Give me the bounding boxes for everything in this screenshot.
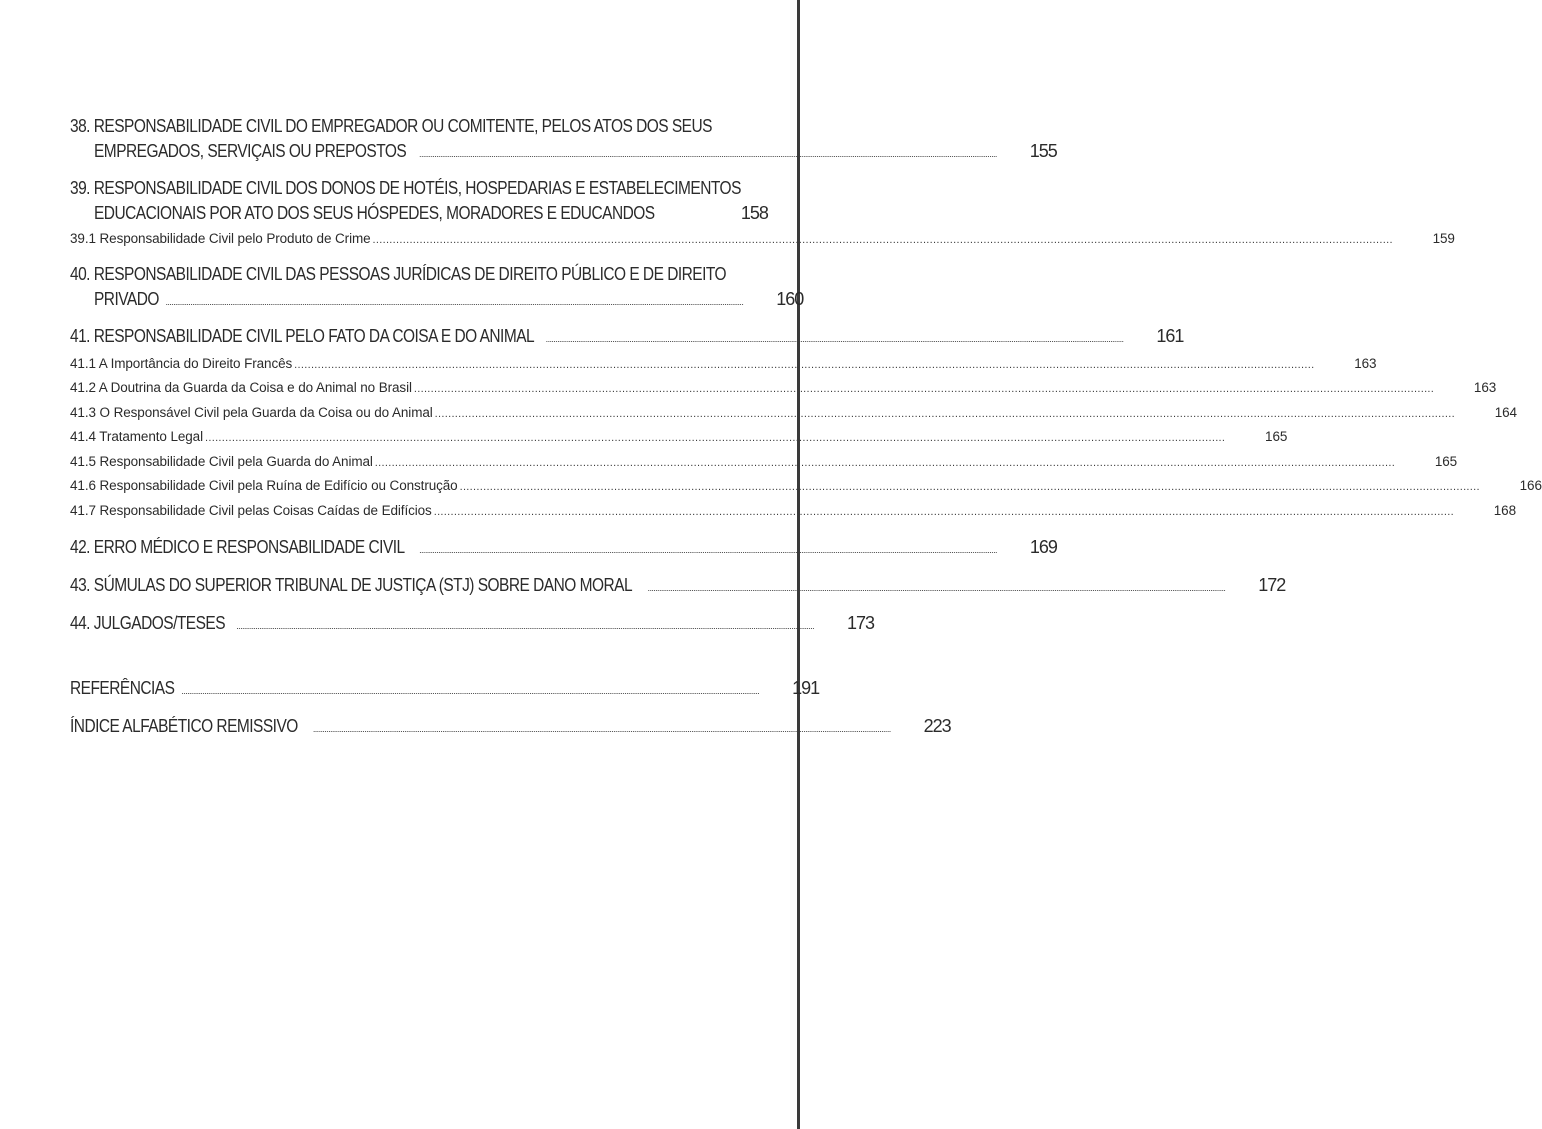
toc-entry-references-page: 191: [792, 678, 820, 698]
toc-entry-41-6[interactable]: [70, 478, 1542, 493]
toc-entry-41-6-page: 166: [1519, 478, 1542, 493]
toc-leader-dots: [205, 432, 1225, 444]
toc-entry-41-7-page: 168: [1493, 503, 1516, 518]
toc-entry-41-2[interactable]: [70, 380, 1497, 395]
toc-entry-43[interactable]: [70, 575, 1286, 596]
toc-entry-44-page: 173: [846, 613, 875, 633]
toc-entry-40-title-line1: 40. RESPONSABILIDADE CIVIL DAS PESSOAS JURÍDICAS DE DIREITO PÚBLICO E DE DIREITO: [70, 264, 727, 284]
toc-entry-41-4[interactable]: [70, 429, 1288, 444]
toc-entry-41-7[interactable]: [70, 503, 1516, 518]
toc-entry-39-1-title: 39.1 Responsabilidade Civil pelo Produto de Crime: [70, 231, 371, 246]
toc-entry-39-title-line1: 39. RESPONSABILIDADE CIVIL DOS DONOS DE HOTÉIS, HOSPEDARIAS E ESTABELECIMENTOS: [70, 178, 741, 198]
toc-entry-41-3-page: 164: [1494, 405, 1517, 420]
toc-leader-dots: [460, 481, 1480, 493]
toc-leader-dots: [181, 686, 759, 696]
page-edge-border: [797, 0, 800, 1129]
toc-entry-39-1[interactable]: [70, 231, 1455, 246]
toc-leader-dots: [546, 334, 1124, 344]
toc-entry-42[interactable]: [70, 537, 1057, 558]
toc-entry-39[interactable]: [70, 178, 768, 224]
toc-entry-41-4-page: 165: [1265, 429, 1288, 444]
toc-entry-39-1-page: 159: [1432, 231, 1455, 246]
toc-leader-dots: [434, 506, 1454, 518]
toc-entry-41-3-title: 41.3 O Responsável Civil pela Guarda da Coisa ou do Animal: [70, 405, 433, 420]
toc-entry-42-page: 169: [1029, 537, 1057, 557]
toc-leader-dots: [236, 621, 814, 631]
toc-entry-41-6-title: 41.6 Responsabilidade Civil pela Ruína de Edifício ou Construção: [70, 478, 458, 493]
toc-entry-41-2-title: 41.2 A Doutrina da Guarda da Coisa e do Animal no Brasil: [70, 380, 412, 395]
toc-leader-dots: [648, 583, 1226, 593]
toc-leader-dots: [435, 408, 1455, 420]
toc-entry-44[interactable]: [70, 613, 875, 634]
toc-entry-references-title: REFERÊNCIAS: [70, 678, 175, 698]
toc-entry-38[interactable]: [70, 116, 1057, 162]
toc-leader-dots: [375, 457, 1395, 469]
toc-entry-40-page: 160: [776, 289, 804, 309]
toc-entry-41[interactable]: [70, 326, 1184, 347]
toc-entry-41-5-page: 165: [1434, 454, 1458, 469]
toc-entry-43-title: 43. SÚMULAS DO SUPERIOR TRIBUNAL DE JUSTIÇA (STJ) SOBRE DANO MORAL: [70, 575, 633, 595]
toc-entry-41-5[interactable]: [70, 454, 1458, 469]
toc-entry-41-1-title: 41.1 A Importância do Direito Francês: [70, 356, 293, 371]
toc-entry-index[interactable]: [70, 716, 951, 737]
toc-entry-41-1-page: 163: [1354, 356, 1377, 371]
toc-entry-references[interactable]: [70, 678, 820, 699]
toc-entry-41-2-page: 163: [1473, 380, 1497, 395]
toc-entry-38-title-line1: 38. RESPONSABILIDADE CIVIL DO EMPREGADOR OU COMITENTE, PELOS ATOS DOS SEUS: [70, 116, 712, 136]
toc-entry-41-5-title: 41.5 Responsabilidade Civil pela Guarda do Animal: [70, 454, 373, 469]
toc-leader-dots: [313, 724, 891, 734]
toc-leader-dots: [414, 383, 1434, 395]
toc-entry-41-3[interactable]: [70, 405, 1517, 420]
toc-leader-dots: [165, 297, 743, 307]
toc-entry-41-1[interactable]: [70, 356, 1377, 371]
toc-entry-43-page: 172: [1258, 575, 1286, 595]
toc-leader-dots: [419, 545, 997, 555]
toc-entry-40[interactable]: [70, 264, 804, 310]
toc-leader-dots: [419, 149, 997, 159]
toc-entry-39-title-line2: EDUCACIONAIS POR ATO DOS SEUS HÓSPEDES, MORADORES E EDUCANDOS: [94, 203, 655, 223]
toc-leader-dots: [294, 359, 1314, 371]
toc-entry-41-4-title: 41.4 Tratamento Legal: [70, 429, 203, 444]
toc-entry-41-7-title: 41.7 Responsabilidade Civil pelas Coisas Caídas de Edifícios: [70, 503, 432, 518]
toc-entry-index-title: ÍNDICE ALFABÉTICO REMISSIVO: [70, 716, 298, 736]
toc-entry-39-page: 158: [740, 203, 768, 223]
toc-entry-41-page: 161: [1156, 326, 1184, 346]
toc-entry-42-title: 42. ERRO MÉDICO E RESPONSABILIDADE CIVIL: [70, 537, 405, 557]
toc-entry-38-title-line2: EMPREGADOS, SERVIÇAIS OU PREPOSTOS: [94, 141, 407, 161]
toc-entry-index-page: 223: [923, 716, 951, 736]
toc-entry-41-title: 41. RESPONSABILIDADE CIVIL PELO FATO DA COISA E DO ANIMAL: [70, 326, 535, 346]
toc-entry-40-title-line2: PRIVADO: [94, 289, 159, 309]
toc-entry-44-title: 44. JULGADOS/TESES: [70, 613, 226, 633]
toc-leader-dots: [373, 234, 1393, 246]
toc-entry-38-page: 155: [1029, 141, 1057, 161]
